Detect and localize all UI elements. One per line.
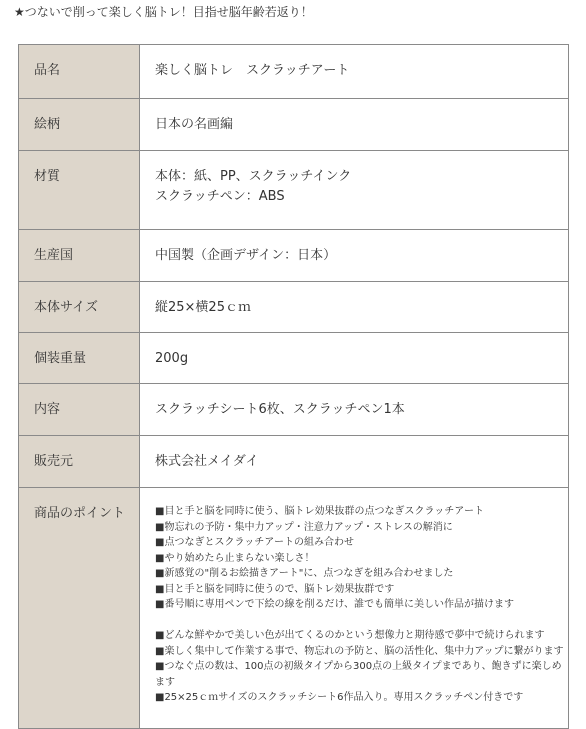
point-item: ■番号順に専用ペンで下絵の線を削るだけ、誰でも簡単に美しい作品が描けます (155, 599, 515, 610)
point-item: ■つなぐ点の数は、100点の初級タイプから300点の上級タイプまであり、飽きずに楽しめます (155, 661, 562, 688)
spec-value (140, 99, 569, 151)
spec-label: 材質 (19, 151, 140, 230)
spec-value (140, 282, 569, 333)
point-item: ■目と手と脳を同時に使うので、脳トレ効果抜群です (155, 583, 395, 595)
spec-row-contents (19, 384, 569, 436)
spec-row-pattern (19, 99, 569, 151)
spec-value-line: 楽しく脳トレ スクラッチアート (155, 63, 350, 78)
spec-value-line: 株式会社メイダイ (155, 454, 259, 469)
spec-row-seller (19, 436, 569, 488)
spec-label: 個装重量 (19, 333, 140, 384)
spec-value (140, 384, 569, 436)
points-list (140, 488, 569, 729)
spec-value-line: 本体：紙、PP、スクラッチインク (155, 169, 352, 184)
spec-row-country (19, 230, 569, 282)
spec-value (140, 151, 569, 230)
intro-text: ★つないで削って楽しく脳トレ！目指せ脳年齢若返り！ (14, 5, 313, 19)
point-item: ■楽しく集中して作業する事で、物忘れの予防と、脳の活性化、集中力アップに繋がります (155, 645, 564, 657)
point-item: ■点つなぎとスクラッチアートの組み合わせ (155, 537, 354, 548)
spec-value (140, 436, 569, 488)
spec-value-line: スクラッチペン：ABS (155, 189, 285, 204)
spec-value-line: 200g (155, 351, 189, 366)
spec-label: 絵柄 (19, 99, 140, 151)
spec-label: 品名 (19, 45, 140, 99)
spec-value-line: スクラッチシート6枚、スクラッチペン1本 (155, 402, 405, 417)
spec-row-name (19, 45, 569, 99)
product-spec-table (18, 44, 569, 729)
spec-row-weight (19, 333, 569, 384)
spec-label: 内容 (19, 384, 140, 436)
spec-row-material (19, 151, 569, 230)
spec-label: 本体サイズ (19, 282, 140, 333)
spec-label: 商品のポイント (19, 488, 140, 729)
point-item: ■新感覚の"削るお絵描きアート"に、点つなぎを組み合わせました (155, 568, 454, 579)
point-item: ■目と手と脳を同時に使う、脳トレ効果抜群の点つなぎスクラッチアート (155, 506, 484, 517)
spec-row-points (19, 488, 569, 729)
points-spacer (155, 613, 568, 629)
spec-value-line: 中国製（企画デザイン：日本） (155, 248, 337, 263)
spec-label: 販売元 (19, 436, 140, 488)
point-item: ■25×25ｃｍサイズのスクラッチシート6作品入り。専用スクラッチペン付きです (155, 692, 524, 703)
point-item: ■どんな鮮やかで美しい色が出てくるのかという想像力と期待感で夢中で続けられます (155, 630, 545, 641)
spec-label: 生産国 (19, 230, 140, 282)
spec-row-size (19, 282, 569, 333)
spec-value-line: 日本の名画編 (155, 117, 234, 132)
spec-value (140, 45, 569, 99)
point-item: ■やり始めたら止まらない楽しさ！ (155, 552, 315, 564)
spec-value-line: 縦25×横25ｃｍ (155, 300, 251, 315)
spec-value (140, 230, 569, 282)
spec-value (140, 333, 569, 384)
point-item: ■物忘れの予防・集中力アップ・注意力アップ・ストレスの解消に (155, 521, 453, 533)
